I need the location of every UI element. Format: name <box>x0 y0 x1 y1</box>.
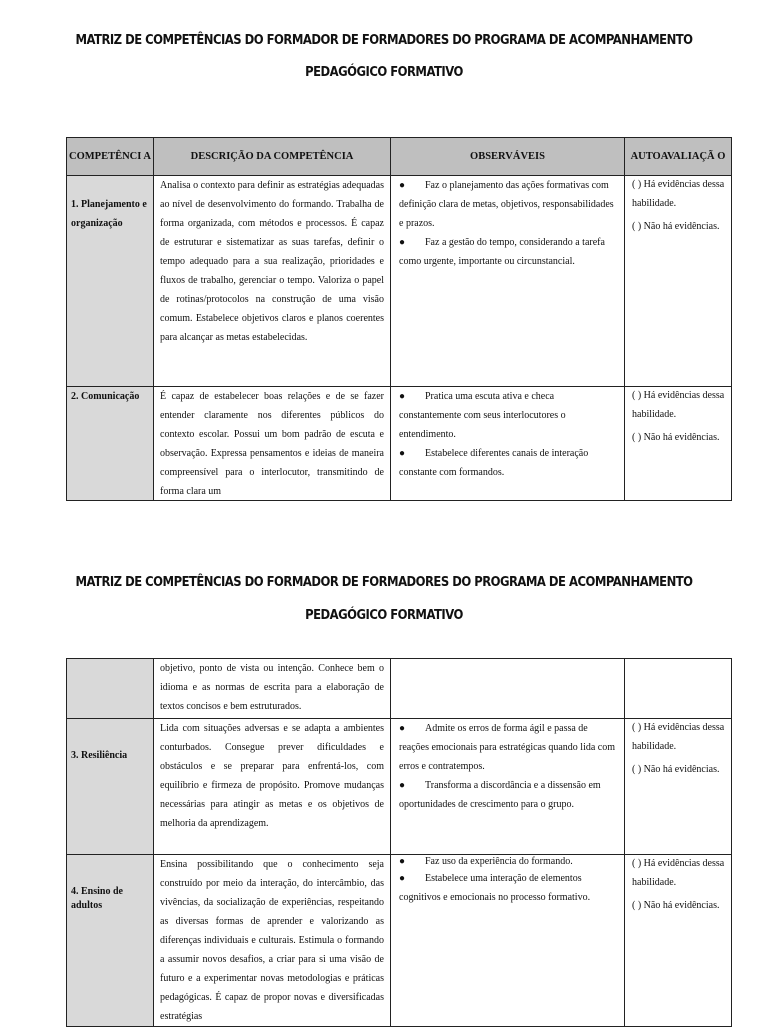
option-has-evidence[interactable]: ( ) Há evidências dessa habilidade. <box>632 179 725 209</box>
competency-observables <box>391 855 625 1027</box>
table-row <box>67 855 732 1027</box>
bullet-icon: ● <box>399 780 406 791</box>
competency-observables <box>391 387 625 501</box>
table-row-continuation <box>67 659 732 719</box>
option-no-evidence[interactable]: ( ) Não há evidências. <box>632 432 720 443</box>
competency-description: Analisa o contexto para definir as estratégias adequadas ao nível de desenvolvimento do formando. Trabalha de forma organizada, com métodos e processos. É capaz de estruturar e sistematizar as suas tarefas, definir o tempo adequado para a sua realização, prioridades e fluxos de trabalho, gerenciar o tempo. Valoriza o papel de rotinas/protocolos na construção de uma visão comum. Estabelece objetivos claros e planos coerentes para alcançar as metas estabelecidas. <box>154 176 391 387</box>
observable-item: ● Faz a gestão do tempo, considerando a tarefa como urgente, importante ou circunstancial. <box>399 233 616 271</box>
competency-description: É capaz de estabelecer boas relações e de se fazer entender claramente nos diferentes públicos do contexto escolar. Possui um bom padrão de escuta e observação. Expressa pensamentos e ideias de maneira compreensível para o interlocutor, transmitindo de forma clara um <box>154 387 391 501</box>
table-row <box>67 719 732 855</box>
option-no-evidence[interactable]: ( ) Não há evidências. <box>632 764 720 775</box>
bullet-icon: ● <box>399 180 406 191</box>
bullet-icon: ● <box>399 723 406 734</box>
competency-name: 4. Ensino de adultos <box>67 855 154 1027</box>
page1-title-line1: MATRIZ DE COMPETÊNCIAS DO FORMADOR DE FORMADORES DO PROGRAMA DE ACOMPANHAMENTO <box>75 32 693 48</box>
option-has-evidence[interactable]: ( ) Há evidências dessa habilidade. <box>632 858 725 888</box>
competency-name: 3. Resiliência <box>67 719 154 855</box>
header-descricao: DESCRIÇÃO DA COMPETÊNCIA <box>154 138 391 176</box>
competency-name: 1. Planejamento e organização <box>67 176 154 387</box>
observable-item: ● Transforma a discordância e a dissensão em oportunidades de crescimento para o grupo. <box>399 776 616 814</box>
page2-title-line1: MATRIZ DE COMPETÊNCIAS DO FORMADOR DE FORMADORES DO PROGRAMA DE ACOMPANHAMENTO <box>75 574 693 590</box>
header-observaveis: OBSERVÁVEIS <box>391 138 625 176</box>
observable-item: ● Estabelece diferentes canais de interação constante com formandos. <box>399 444 616 482</box>
bullet-icon: ● <box>399 873 406 884</box>
option-has-evidence[interactable]: ( ) Há evidências dessa habilidade. <box>632 722 725 752</box>
table-row <box>67 176 732 387</box>
self-assessment <box>625 855 732 1027</box>
observable-item: ● Faz uso da experiência do formando. <box>399 856 573 867</box>
self-assessment <box>625 176 732 387</box>
competency-description-continuation: objetivo, ponto de vista ou intenção. Conhece bem o idioma e as normas de escrita para a elaboração de textos concisos e bem estruturados. <box>154 659 391 719</box>
option-no-evidence[interactable]: ( ) Não há evidências. <box>632 900 720 911</box>
table-header-row <box>67 138 732 176</box>
bullet-icon: ● <box>399 237 406 248</box>
page1-title-line2: PEDAGÓGICO FORMATIVO <box>305 64 463 80</box>
competency-name-empty <box>67 659 154 719</box>
header-competencia: COMPETÊNCI A <box>67 138 154 176</box>
bullet-icon: ● <box>399 391 406 402</box>
competency-description: Lida com situações adversas e se adapta a ambientes conturbados. Consegue prever dificuldades e obstáculos e se preparar para enfrentá-los, com equilíbrio e firmeza de propósito. Promove mudanças necessárias para atingir as metas e os objetivos de melhoria da aprendizagem. <box>154 719 391 855</box>
competency-name: 2. Comunicação <box>67 387 154 501</box>
observable-item: ● Pratica uma escuta ativa e checa constantemente com seus interlocutores o entendimento. <box>399 387 616 444</box>
observable-item: ● Faz o planejamento das ações formativas com definição clara de metas, objetivos, responsabilidades e prazos. <box>399 176 616 233</box>
page2-title-line2: PEDAGÓGICO FORMATIVO <box>305 607 463 623</box>
bullet-icon: ● <box>399 448 406 459</box>
option-has-evidence[interactable]: ( ) Há evidências dessa habilidade. <box>632 390 725 420</box>
bullet-icon: ● <box>399 856 406 867</box>
table-row <box>67 387 732 501</box>
option-no-evidence[interactable]: ( ) Não há evidências. <box>632 221 720 232</box>
competency-observables <box>391 176 625 387</box>
self-assessment-empty <box>625 659 732 719</box>
competency-description: Ensina possibilitando que o conhecimento seja construído por meio da interação, do intercâmbio, das vivências, da socialização de experiências, respeitando as diversas formas de aprender e valorizando as diferenças individuais e culturais. Estimula o formando a assumir novos desafios, a criar para si uma visão de futuro e a experimentar novas metodologias e práticas pedagógicas. É capaz de propor novas e diversificadas estratégias <box>154 855 391 1027</box>
competency-table-page2 <box>66 658 732 1027</box>
observable-item: ● Estabelece uma interação de elementos cognitivos e emocionais no processo formativo. <box>399 869 616 907</box>
self-assessment <box>625 719 732 855</box>
competency-table-page1 <box>66 137 732 501</box>
header-autoavaliacao: AUTOAVALIAÇÃ O <box>625 138 732 176</box>
competency-observables <box>391 719 625 855</box>
self-assessment <box>625 387 732 501</box>
competency-observables-empty <box>391 659 625 719</box>
observable-item: ● Admite os erros de forma ágil e passa de reações emocionais para estratégicas quando lida com erros e contratempos. <box>399 719 616 776</box>
